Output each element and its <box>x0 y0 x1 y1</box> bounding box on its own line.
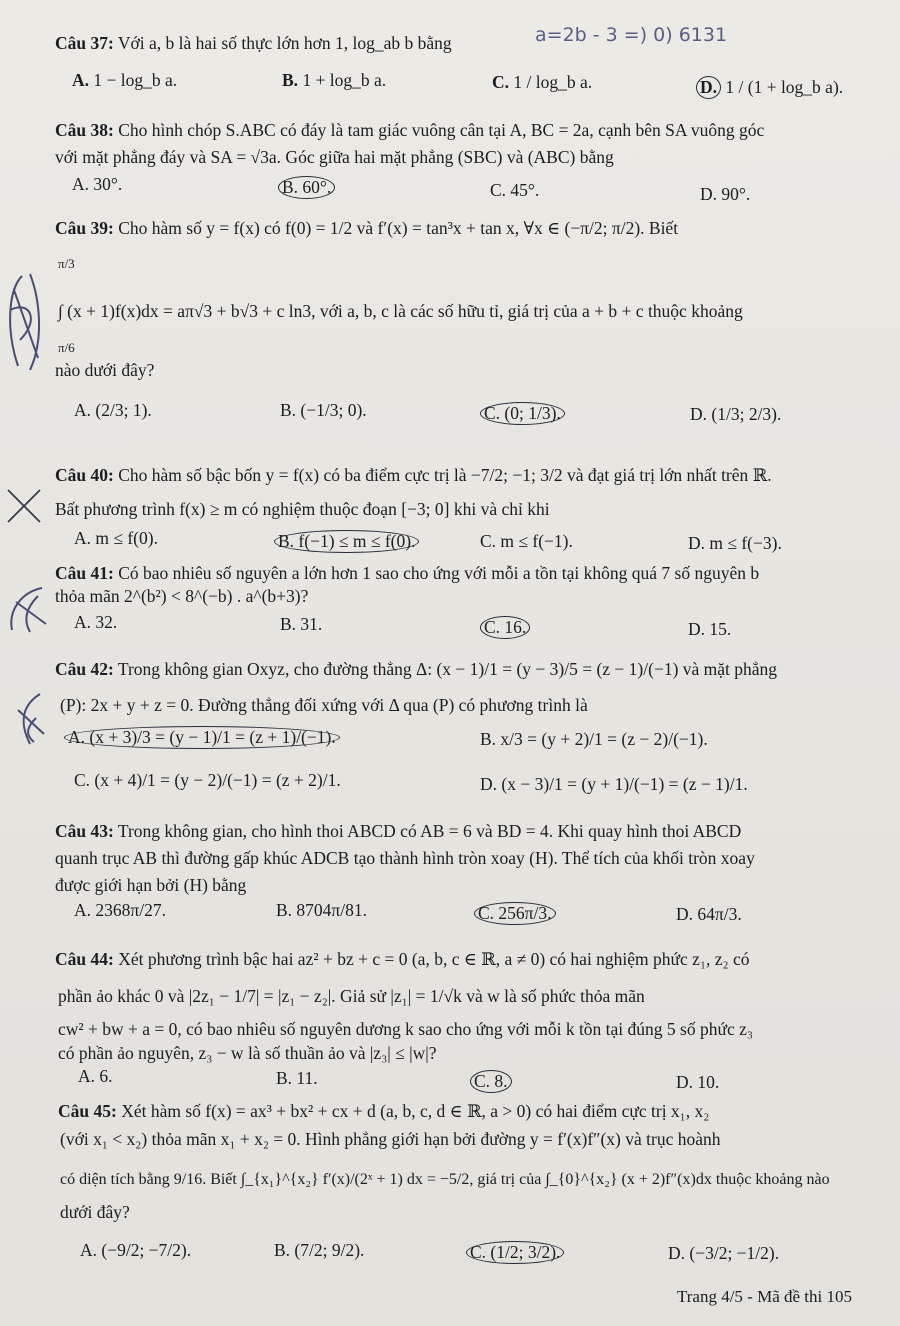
question-45-number: Câu 45: <box>58 1101 117 1121</box>
scribble-mark-q41 <box>2 582 52 637</box>
q42-option-a: A. (x + 3)/3 = (y − 1)/1 = (z + 1)/(−1). <box>68 726 340 749</box>
q41-option-d: D. 15. <box>688 619 732 639</box>
q45-option-b: B. (7/2; 9/2). <box>274 1240 365 1260</box>
q37-option-c: C. 1 / log_b a. <box>492 72 593 92</box>
q38-option-c: C. 45°. <box>490 180 540 200</box>
q43-option-c: C. 256π/3. <box>478 902 556 925</box>
q41-option-b: B. 31. <box>280 614 323 634</box>
q38-option-a: A. 30°. <box>72 174 123 194</box>
q43-option-b: B. 8704π/81. <box>276 900 367 920</box>
q40-option-b: B. f(−1) ≤ m ≤ f(0). <box>278 530 419 553</box>
q40-option-c: C. m ≤ f(−1). <box>480 531 573 551</box>
q39-option-d: D. (1/3; 2/3). <box>690 404 782 424</box>
q42-option-d: D. (x − 3)/1 = (y + 1)/(−1) = (z − 1)/1. <box>480 774 748 794</box>
q39-option-a: A. (2/3; 1). <box>74 400 152 420</box>
q41-option-c: C. 16. <box>484 616 530 639</box>
question-41-line-2: thỏa mãn 2^(b²) < 8^(−b) . a^(b+3)? <box>55 586 309 606</box>
question-39-number: Câu 39: <box>55 218 114 238</box>
question-39-line-2: ∫ (x + 1)f(x)dx = aπ√3 + b√3 + c ln3, với a, b, c là các số hữu tỉ, giá trị của a + b + c thuộc khoảng <box>58 301 743 321</box>
q43-option-d: D. 64π/3. <box>676 904 742 924</box>
q37-option-b: B. 1 + log_b a. <box>282 70 387 90</box>
q45-option-c: C. (1/2; 3/2). <box>470 1241 564 1264</box>
question-39-line-1: Câu 39: Cho hàm số y = f(x) có f(0) = 1/2 và f′(x) = tan³x + tan x, ∀x ∈ (−π/2; π/2). Biết <box>55 218 679 238</box>
q39-option-c: C. (0; 1/3). <box>484 402 565 425</box>
handwritten-note: a=2b - 3 =) 0) 6131 <box>535 24 728 46</box>
question-45-line-4: dưới đây? <box>60 1202 130 1222</box>
question-44-line-3: cw² + bw + a = 0, có bao nhiêu số nguyên dương k sao cho ứng với mỗi k tồn tại đúng 5 số phức z₃ <box>58 1019 753 1039</box>
question-44-number: Câu 44: <box>55 949 114 969</box>
q39-option-b: B. (−1/3; 0). <box>280 400 367 420</box>
q44-option-d: D. 10. <box>676 1072 720 1092</box>
q45-option-a: A. (−9/2; −7/2). <box>80 1240 192 1260</box>
q43-option-a: A. 2368π/27. <box>74 900 166 920</box>
question-40-line-2: Bất phương trình f(x) ≥ m có nghiệm thuộc đoạn [−3; 0] khi và chỉ khi <box>55 499 550 519</box>
question-42-line-1: Câu 42: Trong không gian Oxyz, cho đường thẳng Δ: (x − 1)/1 = (y − 3)/5 = (z − 1)/(−1) và mặt phẳng <box>55 659 778 679</box>
q41-option-a: A. 32. <box>74 612 118 632</box>
q38-option-d: D. 90°. <box>700 184 751 204</box>
question-43-stem: Câu 43: Trong không gian, cho hình thoi ABCD có AB = 6 và BD = 4. Khi quay hình thoi ABCD quanh trục AB thì đường gấp khúc ADCB tạo thành hình tròn xoay (H). Thể tích của khối tròn xoay được giới hạn bởi (H) bằng <box>55 821 755 895</box>
question-37-number: Câu 37: <box>55 33 114 53</box>
question-45-line-3: có diện tích bằng 9/16. Biết ∫_{x₁}^{x₂} f′(x)/(2ˣ + 1) dx = −5/2, giá trị của ∫_{0}^{x₂} (x + 2)f″(x)dx thuộc khoảng nào <box>60 1171 830 1188</box>
question-44-line-1: Câu 44: Xét phương trình bậc hai az² + bz + c = 0 (a, b, c ∈ ℝ, a ≠ 0) có hai nghiệm phức z₁, z₂ có <box>55 949 750 969</box>
q44-option-c: C. 8. <box>474 1070 512 1093</box>
q37-option-a: A. 1 − log_b a. <box>72 70 178 90</box>
integral-lower-bound: π/6 <box>58 340 75 355</box>
question-37-text: Với a, b là hai số thực lớn hơn 1, log_ab b bằng <box>117 33 452 53</box>
question-38-line-1: Cho hình chóp S.ABC có đáy là tam giác vuông cân tại A, BC = 2a, cạnh bên SA vuông góc <box>118 120 765 140</box>
question-45-line-2: (với x₁ < x₂) thỏa mãn x₁ + x₂ = 0. Hình phẳng giới hạn bởi đường y = f′(x)f″(x) và trục hoành <box>60 1129 721 1149</box>
question-40-line-1: Câu 40: Cho hàm số bậc bốn y = f(x) có ba điểm cực trị là −7/2; −1; 3/2 và đạt giá trị lớn nhất trên ℝ. <box>55 465 772 485</box>
question-44-line-2: phần ảo khác 0 và |2z₁ − 1/7| = |z₁ − z₂|. Giả sử |z₁| = 1/√k và w là số phức thỏa mãn <box>58 986 645 1006</box>
q37-option-d: D. 1 / (1 + log_b a). <box>700 76 843 99</box>
q42-option-c: C. (x + 4)/1 = (y − 2)/(−1) = (z + 2)/1. <box>74 770 341 790</box>
question-38-line-2: với mặt phẳng đáy và SA = √3a. Góc giữa hai mặt phẳng (SBC) và (ABC) bằng <box>55 147 614 167</box>
question-42-line-2: (P): 2x + y + z = 0. Đường thẳng đối xứng với Δ qua (P) có phương trình là <box>60 695 588 715</box>
question-38-stem <box>55 117 895 171</box>
integral-upper-bound: π/3 <box>58 256 75 271</box>
q42-option-b: B. x/3 = (y + 2)/1 = (z − 2)/(−1). <box>480 729 708 749</box>
question-44-line-4: có phần ảo nguyên, z₃ − w là số thuần ảo và |z₃| ≤ |w|? <box>58 1043 437 1063</box>
question-41-line-1: Câu 41: Có bao nhiêu số nguyên a lớn hơn 1 sao cho ứng với mỗi a tồn tại không quá 7 số nguyên b <box>55 563 760 583</box>
question-43-number: Câu 43: <box>55 821 114 841</box>
cross-mark-q40 <box>4 486 44 526</box>
q40-option-a: A. m ≤ f(0). <box>74 528 158 548</box>
q38-option-b: B. 60°. <box>282 176 335 199</box>
question-37-stem <box>55 30 452 57</box>
page-footer: Trang 4/5 - Mã đề thi 105 <box>676 1287 852 1306</box>
question-45-line-1: Câu 45: Xét hàm số f(x) = ax³ + bx² + cx + d (a, b, c, d ∈ ℝ, a > 0) có hai điểm cực trị x₁, x₂ <box>58 1101 710 1121</box>
question-39-line-3: nào dưới đây? <box>55 360 155 380</box>
question-42-number: Câu 42: <box>55 659 114 679</box>
scribble-mark-q42 <box>10 690 50 750</box>
question-40-number: Câu 40: <box>55 465 114 485</box>
q45-option-d: D. (−3/2; −1/2). <box>668 1243 780 1263</box>
scribble-mark-q39 <box>0 270 52 380</box>
q44-option-a: A. 6. <box>78 1066 113 1086</box>
question-41-number: Câu 41: <box>55 563 114 583</box>
question-38-number: Câu 38: <box>55 120 114 140</box>
q40-option-d: D. m ≤ f(−3). <box>688 533 782 553</box>
q44-option-b: B. 11. <box>276 1068 318 1088</box>
